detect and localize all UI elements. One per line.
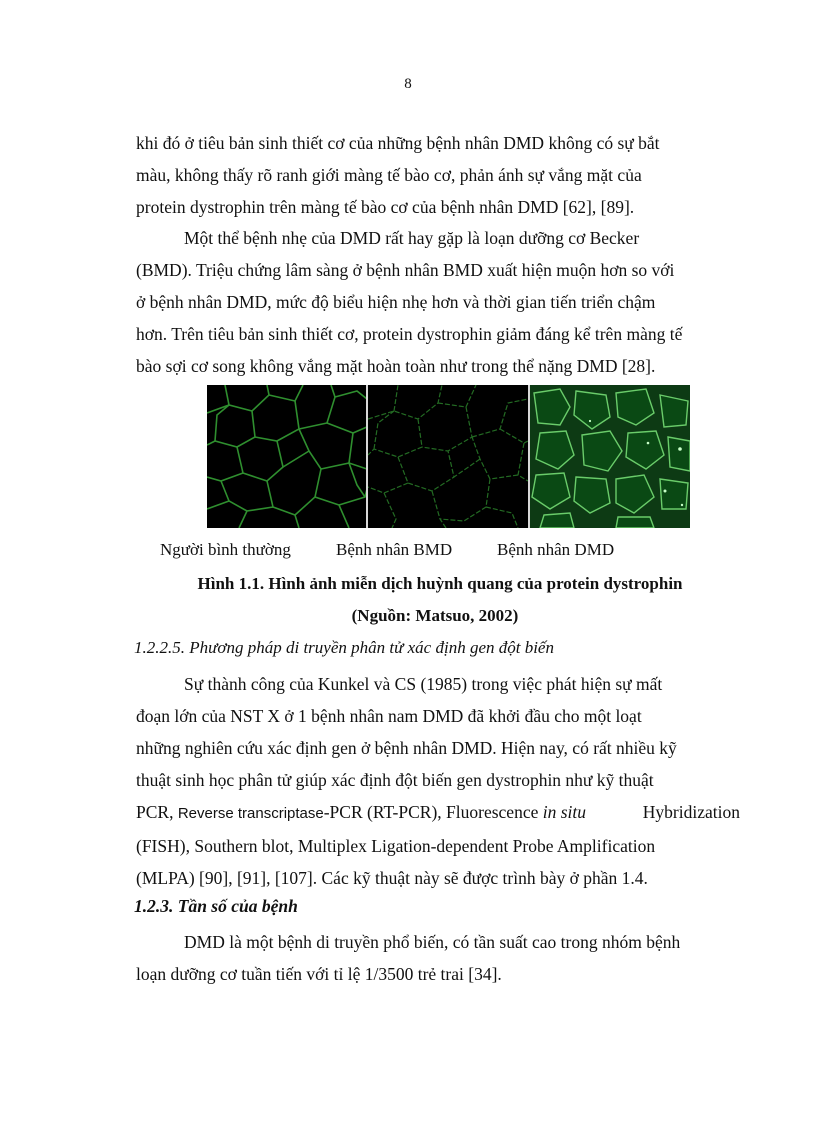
caption-bmd: Bệnh nhân BMD bbox=[336, 540, 453, 559]
text-run-italic: in situ bbox=[542, 802, 587, 822]
text-line: bào sợi cơ song không vắng mặt hoàn toàn như trong thể nặng DMD [28]. bbox=[136, 356, 656, 376]
text-run: PCR, bbox=[136, 802, 178, 822]
paragraph-becker bbox=[136, 222, 740, 382]
text-line: đoạn lớn của NST X ở 1 bệnh nhân nam DMD đã khởi đầu cho một loạt bbox=[136, 706, 642, 726]
text-line: protein dystrophin trên màng tế bào cơ của bệnh nhân DMD [62], [89]. bbox=[136, 197, 635, 217]
page-number: 8 bbox=[404, 76, 412, 92]
text-line: ở bệnh nhân DMD, mức độ biểu hiện nhẹ hơn và thời gian tiến triển chậm bbox=[136, 292, 656, 312]
text-line: màu, không thấy rõ ranh giới màng tế bào cơ, phản ánh sự vắng mặt của bbox=[136, 165, 642, 185]
paragraph-continuation bbox=[136, 127, 740, 223]
paragraph-molecular-methods bbox=[136, 668, 740, 894]
panel-bmd bbox=[366, 385, 527, 528]
figure-title: Hình 1.1. Hình ảnh miễn dịch huỳnh quang của protein dystrophin bbox=[197, 574, 683, 593]
text-line: Một thể bệnh nhẹ của DMD rất hay gặp là loạn dưỡng cơ Becker bbox=[184, 228, 640, 248]
figure-source: (Nguồn: Matsuo, 2002) bbox=[351, 606, 519, 625]
text-line bbox=[136, 796, 740, 830]
text-line: loạn dưỡng cơ tuần tiến với tỉ lệ 1/3500 trẻ trai [34]. bbox=[136, 964, 502, 984]
text-line: (FISH), Southern blot, Multiplex Ligation-dependent Probe Amplification bbox=[136, 836, 656, 856]
subsection-heading: 1.2.2.5. Phương pháp di truyền phân tử xác định gen đột biến bbox=[134, 638, 554, 657]
text-run: Reverse transcriptase bbox=[177, 805, 324, 822]
text-line: (BMD). Triệu chứng lâm sàng ở bệnh nhân BMD xuất hiện muộn hơn so với bbox=[136, 260, 675, 280]
text-line: hơn. Trên tiêu bản sinh thiết cơ, protein dystrophin giảm đáng kể trên màng tế bbox=[136, 324, 683, 344]
text-run: Hybridization bbox=[642, 802, 740, 822]
section-heading: 1.2.3. Tần số của bệnh bbox=[134, 896, 298, 916]
text-line: Sự thành công của Kunkel và CS (1985) trong việc phát hiện sự mất bbox=[184, 674, 663, 694]
panel-normal bbox=[207, 385, 366, 528]
text-run: -PCR (RT-PCR), Fluorescence bbox=[323, 802, 543, 822]
text-line: những nghiên cứu xác định gen ở bệnh nhân DMD. Hiện nay, có rất nhiều kỹ bbox=[136, 738, 677, 758]
text-line: khi đó ở tiêu bản sinh thiết cơ của những bệnh nhân DMD không có sự bắt bbox=[136, 133, 660, 153]
immunofluorescence-figure bbox=[207, 385, 690, 528]
paragraph-frequency bbox=[136, 926, 740, 990]
text-line: DMD là một bệnh di truyền phổ biến, có tần suất cao trong nhóm bệnh bbox=[184, 932, 681, 952]
panel-dmd bbox=[528, 385, 690, 528]
caption-dmd: Bệnh nhân DMD bbox=[497, 540, 615, 559]
text-line: (MLPA) [90], [91], [107]. Các kỹ thuật này sẽ được trình bày ở phần 1.4. bbox=[136, 868, 648, 888]
caption-normal: Người bình thường bbox=[160, 540, 291, 559]
text-line: thuật sinh học phân tử giúp xác định đột biến gen dystrophin như kỹ thuật bbox=[136, 770, 654, 790]
